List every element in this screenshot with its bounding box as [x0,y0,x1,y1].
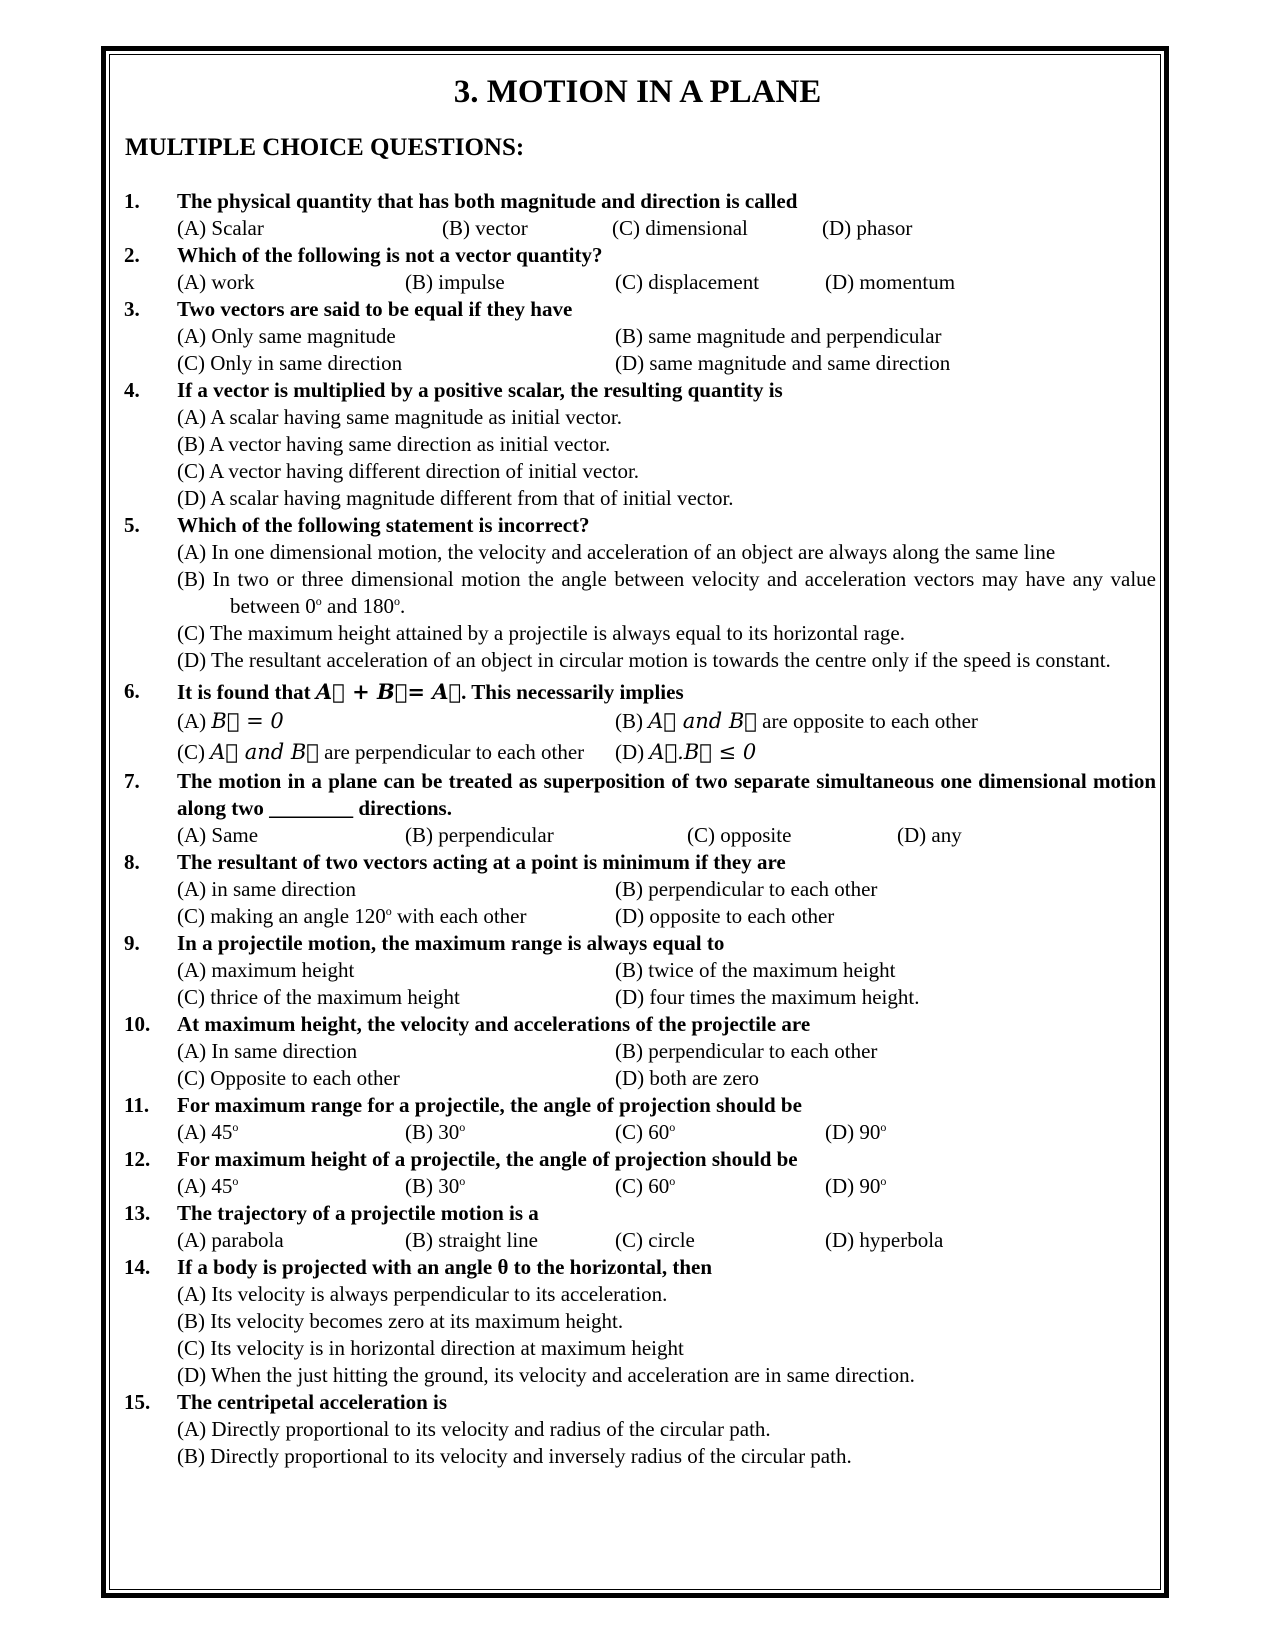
option-d: (D) 90$^o$ [825,1174,887,1198]
question-5 [124,512,1156,674]
option-d: (D) both are zero [615,1066,760,1090]
question-text: If a vector is multiplied by a positive scalar, the resulting quantity is [177,378,783,402]
options [177,957,1156,1011]
question-number: 8. [124,850,140,874]
option-c: (C) Its velocity is in horizontal direction at maximum height [177,1336,684,1360]
question-number: 4. [124,378,140,402]
option-a: (A) Directly proportional to its velocity and radius of the circular path. [177,1417,771,1441]
option-d: (D) four times the maximum height. [615,985,920,1009]
option-d: (D) The resultant acceleration of an object in circular motion is towards the centre only if the speed is constant. [177,648,1111,672]
question-11 [124,1092,1156,1146]
option-b: (B) perpendicular to each other [615,1039,878,1063]
options [177,215,1156,242]
option-d: (D) opposite to each other [615,904,835,928]
question-text: The physical quantity that has both magnitude and direction is called [177,189,798,213]
option-b: (B) A⃗ and B⃗ are opposite to each other [615,709,978,733]
option-c: (C) Only in same direction [177,351,403,375]
question-number: 10. [124,1012,151,1036]
question-number: 6. [124,679,140,703]
question-number: 3. [124,297,140,321]
option-c: (C) circle [615,1228,695,1252]
options [177,706,1156,768]
equation: A⃗ + B⃗= A⃗ [315,679,462,704]
question-number: 15. [124,1390,151,1414]
options [177,1227,1156,1254]
question-text: Which of the following is not a vector quantity? [177,243,603,267]
question-14 [124,1254,1156,1389]
option-a: (A) parabola [177,1228,284,1252]
question-text: For maximum range for a projectile, the angle of projection should be [177,1093,802,1117]
options [177,323,1156,377]
question-9 [124,930,1156,1011]
option-a: (A) Scalar [177,216,264,240]
option-b: (B) same magnitude and perpendicular [615,324,942,348]
option-a: (A) Same [177,823,259,847]
option-c: (C) A vector having different direction of initial vector. [177,459,640,483]
option-d: (D) phasor [822,216,913,240]
question-4 [124,377,1156,512]
option-d: (D) same magnitude and same direction [615,351,951,375]
option-b: (B) impulse [405,270,505,294]
option-b: (B) perpendicular to each other [615,877,878,901]
question-8 [124,849,1156,930]
option-b: (B) Its velocity becomes zero at its maximum height. [177,1309,624,1333]
question-text: Two vectors are said to be equal if they have [177,297,573,321]
options [177,822,1156,849]
option-c: (C) 60$^o$ [615,1120,676,1144]
question-1 [124,188,1156,242]
question-number: 14. [124,1255,151,1279]
question-number: 12. [124,1147,151,1171]
question-text: The centripetal acceleration is [177,1390,448,1414]
option-c: (C) displacement [615,270,760,294]
question-text: In a projectile motion, the maximum range is always equal to [177,931,725,955]
question-15 [124,1389,1156,1470]
question-number: 7. [124,769,140,793]
option-b: (B) twice of the maximum height [615,958,896,982]
question-list [124,188,1156,1470]
option-c: (C) 60$^o$ [615,1174,676,1198]
option-b: (B) vector [442,216,528,240]
options [177,1119,1156,1146]
option-d: (D) A scalar having magnitude different from that of initial vector. [177,486,734,510]
question-text: If a body is projected with an angle θ to the horizontal, then [177,1255,712,1279]
option-c: (C) Opposite to each other [177,1066,400,1090]
option-b: (B) 30$^o$ [405,1174,466,1198]
options [177,876,1156,930]
question-3 [124,296,1156,377]
option-d: (D) When the just hitting the ground, its velocity and acceleration are in same direction. [177,1363,915,1387]
question-6 [124,678,1156,768]
question-10 [124,1011,1156,1092]
question-number: 13. [124,1201,151,1225]
option-a: (A) Only same magnitude [177,324,396,348]
option-c: (C) thrice of the maximum height [177,985,460,1009]
option-c: (C) making an angle 120$^o$ with each other [177,904,527,928]
question-number: 9. [124,931,140,955]
question-text: The motion in a plane can be treated as superposition of two separate simultaneous one dimensional motion along two ________ directions. [177,769,1156,820]
option-b: (B) In two or three dimensional motion the angle between velocity and acceleration vectors may have any value between 0$^o$ and 180$^o$. [177,567,1156,618]
option-c: (C) A⃗ and B⃗ are perpendicular to each other [177,740,585,764]
option-d: (D) A⃗.B⃗ ≤ 0 [615,740,757,764]
question-text: Which of the following statement is incorrect? [177,513,590,537]
question-number: 5. [124,513,140,537]
option-a: (A) in same direction [177,877,357,901]
option-a: (A) Its velocity is always perpendicular to its acceleration. [177,1282,668,1306]
option-c: (C) opposite [687,823,792,847]
option-a: (A) 45$^o$ [177,1174,239,1198]
question-number: 2. [124,243,140,267]
option-b: (B) straight line [405,1228,538,1252]
question-text: It is found that A⃗ + B⃗= A⃗. This necessarily implies [177,679,684,704]
question-number: 11. [124,1093,150,1117]
option-b: (B) A vector having same direction as initial vector. [177,432,611,456]
option-c: (C) The maximum height attained by a projectile is always equal to its horizontal rage. [177,621,905,645]
option-a: (A) In same direction [177,1039,358,1063]
question-text: At maximum height, the velocity and accelerations of the projectile are [177,1012,811,1036]
question-text: For maximum height of a projectile, the angle of projection should be [177,1147,798,1171]
question-12 [124,1146,1156,1200]
option-d: (D) any [897,823,962,847]
question-2 [124,242,1156,296]
question-7 [124,768,1156,849]
option-a: (A) A scalar having same magnitude as initial vector. [177,405,622,429]
options [177,1173,1156,1200]
option-d: (D) momentum [825,270,956,294]
options [177,269,1156,296]
option-b: (B) Directly proportional to its velocity and inversely radius of the circular path. [177,1444,852,1468]
option-b: (B) 30$^o$ [405,1120,466,1144]
option-a: (A) maximum height [177,958,355,982]
page-title: 3. MOTION IN A PLANE [453,74,822,110]
option-c: (C) dimensional [612,216,748,240]
question-text: The trajectory of a projectile motion is a [177,1201,539,1225]
option-a: (A) B⃗ = 0 [177,709,284,733]
question-13 [124,1200,1156,1254]
options [177,1038,1156,1092]
option-d: (D) 90$^o$ [825,1120,887,1144]
section-heading: MULTIPLE CHOICE QUESTIONS: [125,134,525,161]
question-number: 1. [124,189,140,213]
option-a: (A) 45$^o$ [177,1120,239,1144]
option-b: (B) perpendicular [405,823,554,847]
question-text: The resultant of two vectors acting at a point is minimum if they are [177,850,786,874]
option-d: (D) hyperbola [825,1228,944,1252]
option-a: (A) work [177,270,255,294]
option-a: (A) In one dimensional motion, the velocity and acceleration of an object are always along the same line [177,540,1056,564]
